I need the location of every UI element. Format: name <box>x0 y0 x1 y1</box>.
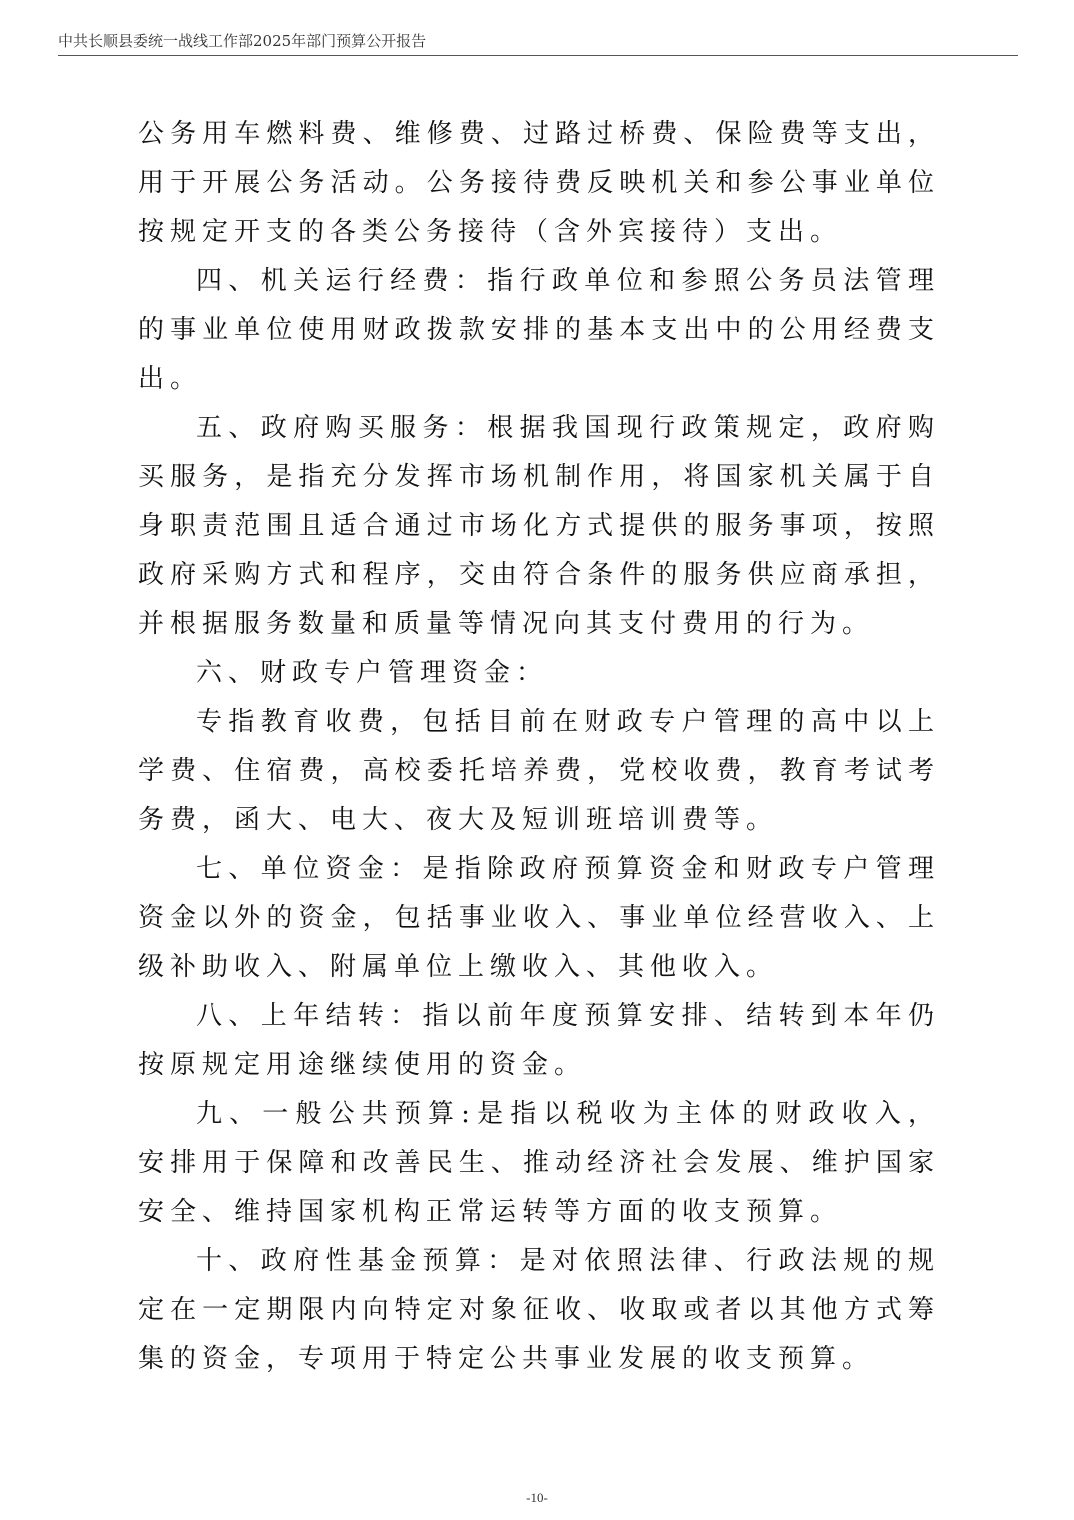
document-header-title: 中共长顺县委统一战线工作部2025年部门预算公开报告 <box>58 32 427 50</box>
paragraph-section-5: 五、政府购买服务：根据我国现行政策规定，政府购买服务，是指充分发挥市场机制作用，将国家机关属于自身职责范围且适合通过市场化方式提供的服务事项，按照政府采购方式和程序，交由符合条件的服务供应商承担，并根据服务数量和质量等情况向其支付费用的行为。 <box>138 413 940 639</box>
paragraph-section-6-heading: 六、财政专户管理资金： <box>196 658 549 688</box>
paragraph-section-4: 四、机关运行经费：指行政单位和参照公务员法管理的事业单位使用财政拨款安排的基本支出中的公用经费支出。 <box>138 266 940 394</box>
document-body <box>138 110 940 1384</box>
paragraph-section-6-body: 专指教育收费，包括目前在财政专户管理的高中以上学费、住宿费，高校委托培养费，党校收费，教育考试考务费，函大、电大、夜大及短训班培训费等。 <box>138 707 940 835</box>
paragraph-section-10: 十、政府性基金预算：是对依照法律、行政法规的规定在一定期限内向特定对象征收、收取或者以其他方式筹集的资金，专项用于特定公共事业发展的收支预算。 <box>138 1246 940 1374</box>
paragraph-section-8: 八、上年结转：指以前年度预算安排、结转到本年仍按原规定用途继续使用的资金。 <box>138 1001 940 1080</box>
page-number: -10- <box>526 1490 548 1505</box>
header-divider <box>58 55 1018 56</box>
paragraph-continuation: 公务用车燃料费、维修费、过路过桥费、保险费等支出，用于开展公务活动。公务接待费反映机关和参公事业单位按规定开支的各类公务接待（含外宾接待）支出。 <box>138 119 940 247</box>
paragraph-section-9: 九、一般公共预算:是指以税收为主体的财政收入，安排用于保障和改善民生、推动经济社会发展、维护国家安全、维持国家机构正常运转等方面的收支预算。 <box>138 1099 940 1227</box>
paragraph-section-7: 七、单位资金：是指除政府预算资金和财政专户管理资金以外的资金，包括事业收入、事业单位经营收入、上级补助收入、附属单位上缴收入、其他收入。 <box>138 854 940 982</box>
